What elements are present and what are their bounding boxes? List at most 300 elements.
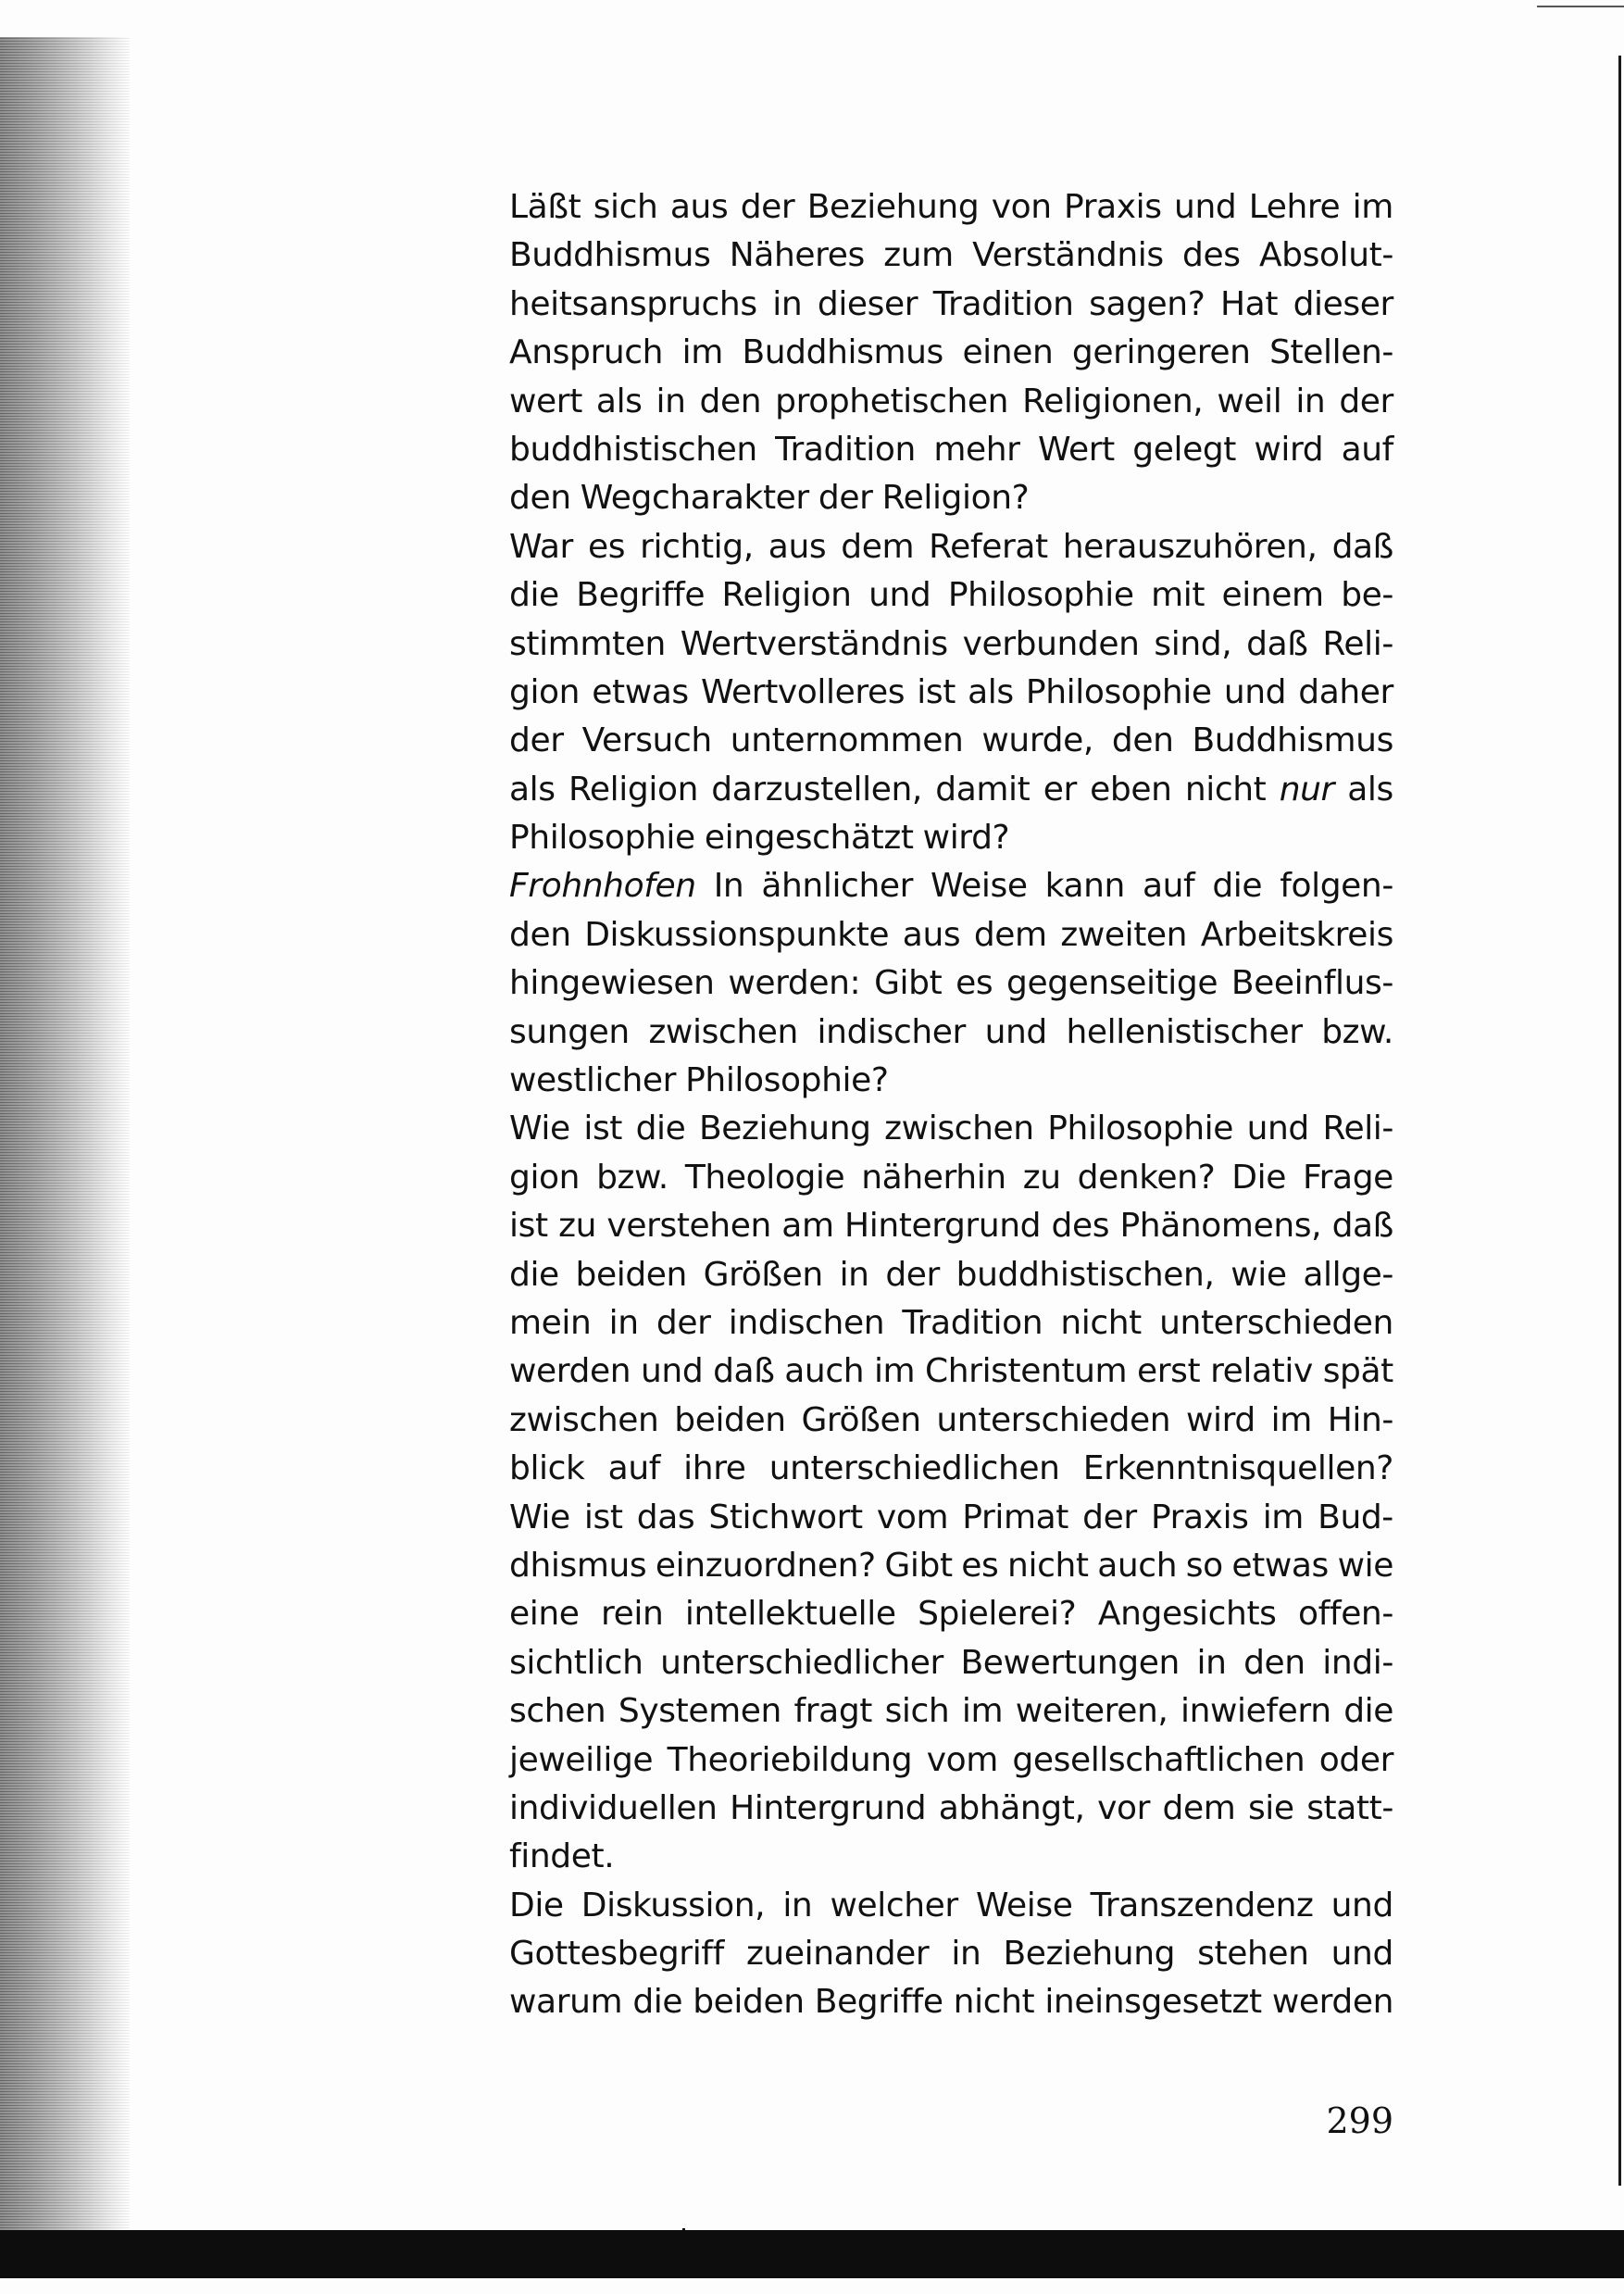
word: der: [509, 721, 564, 760]
word: wurde,: [981, 721, 1093, 760]
word: beiden: [674, 1400, 786, 1439]
word: zum: [883, 236, 954, 275]
word: Religionen,: [1022, 382, 1204, 420]
text-line: [509, 1590, 1393, 1638]
word: ähnlicher: [761, 867, 914, 906]
word: auf: [1142, 867, 1195, 906]
word: nicht: [1060, 1303, 1142, 1342]
word: schen: [509, 1692, 606, 1731]
word: als: [509, 770, 556, 809]
right-page-edge: [1618, 56, 1621, 2186]
word: Näheres: [729, 236, 865, 275]
word: richtig,: [640, 527, 754, 566]
word: spät: [1322, 1352, 1393, 1391]
word: relativ: [1210, 1352, 1313, 1391]
word: des: [1051, 1207, 1110, 1246]
word: Beziehung: [806, 188, 980, 226]
word: fragt: [793, 1692, 872, 1731]
text-line: [509, 911, 1393, 959]
word: und: [640, 1352, 704, 1391]
word: erst: [1137, 1352, 1201, 1391]
scan-bottom-band: [0, 2230, 1624, 2278]
word: in: [1196, 1643, 1227, 1682]
word: wie: [1337, 1546, 1393, 1585]
text-line: [509, 571, 1393, 620]
word: Absolut-: [1258, 236, 1393, 275]
word: buddhistischen,: [956, 1255, 1215, 1294]
word: daher: [1298, 672, 1393, 711]
word: Religion: [721, 576, 852, 615]
text-line: [509, 232, 1393, 280]
word: wird: [1186, 1400, 1255, 1439]
text-line: [509, 378, 1393, 426]
word: dem: [973, 915, 1047, 954]
word: geringeren: [1071, 333, 1251, 372]
word: auf: [607, 1449, 661, 1488]
word: kann: [1044, 867, 1125, 906]
word: buddhistischen: [509, 430, 757, 469]
word: den: [1243, 1643, 1305, 1682]
word: welcher: [830, 1886, 958, 1924]
word: Beziehung: [1003, 1935, 1176, 1974]
word: verbunden: [962, 624, 1140, 663]
word: Philosophie: [947, 576, 1134, 615]
word: Wie: [509, 1109, 570, 1148]
text-line: [509, 1105, 1393, 1153]
word: einzuordnen?: [655, 1546, 876, 1585]
text-line: [509, 814, 1393, 862]
word: individuellen: [509, 1788, 718, 1827]
word: ist: [583, 1498, 623, 1536]
text-line: [509, 1251, 1393, 1299]
text-line: [509, 474, 1393, 522]
word: herauszuhören,: [1062, 527, 1318, 566]
word: weil: [1217, 382, 1282, 420]
word: Tradition: [932, 284, 1074, 323]
word: Läßt: [509, 188, 581, 226]
word: Verständnis: [972, 236, 1164, 275]
word: dieser: [817, 284, 918, 323]
word: Gibt: [874, 964, 943, 1003]
text-line: [509, 523, 1393, 571]
word: Hin-: [1327, 1400, 1393, 1439]
word: Größen: [801, 1400, 921, 1439]
text-line: [509, 1494, 1393, 1542]
word: folgen-: [1280, 867, 1393, 906]
word: die: [632, 1983, 683, 2022]
text-line: [509, 329, 1393, 377]
word: damit: [935, 770, 1031, 809]
word: prophetischen: [775, 382, 1009, 420]
word: zweiten: [1060, 915, 1188, 954]
word: Diskussionspunkte: [584, 915, 890, 954]
word: offen-: [1298, 1595, 1393, 1634]
text-line: [509, 717, 1393, 765]
word: so: [1185, 1546, 1223, 1585]
word: Systemen: [618, 1692, 781, 1731]
word: abhängt,: [938, 1788, 1085, 1827]
word: und: [984, 1012, 1047, 1051]
word: Buddhismus: [742, 333, 943, 372]
text-line: [509, 1009, 1393, 1057]
word: im: [1270, 1400, 1312, 1439]
word: in: [951, 1935, 981, 1974]
word: beiden: [575, 1255, 687, 1294]
word: Philosophie?: [685, 1061, 889, 1100]
word: unterschieden: [936, 1400, 1171, 1439]
word: beiden: [693, 1983, 805, 2022]
word: als: [1347, 770, 1393, 809]
word: indischen: [728, 1303, 885, 1342]
word: heitsanspruchs: [509, 284, 757, 323]
word: gegenseitige: [1006, 964, 1218, 1003]
word: den: [509, 915, 571, 954]
body-text: [509, 183, 1393, 2027]
word: Angesichts: [1097, 1595, 1277, 1634]
text-line: [509, 281, 1393, 329]
word: zwischen: [509, 1400, 659, 1439]
word: jeweilige: [509, 1740, 654, 1779]
word: Arbeitskreis: [1200, 915, 1393, 954]
word: Theologie: [684, 1158, 845, 1197]
word: das: [636, 1498, 695, 1536]
binding-gutter-shadow: [0, 37, 130, 2241]
word: der: [1082, 1498, 1137, 1536]
word: der: [740, 188, 795, 226]
text-line: [509, 1687, 1393, 1736]
word: Praxis: [1150, 1498, 1249, 1536]
text-line: [509, 1978, 1393, 2026]
word: denken?: [1077, 1158, 1216, 1197]
text-line: [509, 1299, 1393, 1348]
word: Gibt: [884, 1546, 953, 1585]
word: ist: [509, 1207, 548, 1246]
word: wird?: [922, 819, 1010, 858]
word: werden: [509, 1352, 631, 1391]
word: Stichwort: [708, 1498, 863, 1536]
word: Beeinflus-: [1230, 964, 1393, 1003]
word: der: [1339, 382, 1393, 420]
word: sagen?: [1089, 284, 1206, 323]
word: als: [595, 382, 643, 420]
word: zwischen: [884, 1109, 1034, 1148]
word: vor: [1097, 1788, 1150, 1827]
word: wie: [1230, 1255, 1287, 1294]
word: Lehre: [1248, 188, 1341, 226]
word: eben: [1090, 770, 1172, 809]
word: Hintergrund: [844, 1207, 1042, 1246]
word: und: [868, 576, 931, 615]
word: und: [1174, 188, 1237, 226]
word: und: [1223, 672, 1287, 711]
word: mit: [1151, 576, 1206, 615]
word: weiteren,: [1015, 1692, 1168, 1731]
word: Stellen-: [1269, 333, 1393, 372]
word: etwas: [592, 672, 689, 711]
word: sie: [1247, 1788, 1294, 1827]
word: am: [781, 1207, 834, 1246]
word: mehr: [933, 430, 1020, 469]
word: einem: [1221, 576, 1324, 615]
word: werden:: [728, 964, 861, 1003]
word: Versuch: [581, 721, 712, 760]
word: sich: [884, 1692, 950, 1731]
word: in: [1295, 382, 1326, 420]
word: Philosophie: [509, 819, 695, 858]
word: Erkenntnisquellen?: [1082, 1449, 1393, 1488]
word: allge-: [1303, 1255, 1393, 1294]
text-line: [509, 1639, 1393, 1687]
word: dem: [1162, 1788, 1236, 1827]
word: dieser: [1293, 284, 1393, 323]
word: sich: [593, 188, 658, 226]
text-line: [509, 1882, 1393, 1930]
word: bzw.: [1321, 1012, 1393, 1051]
text-line: [509, 1397, 1393, 1445]
word: Weise: [975, 1886, 1073, 1924]
word: statt-: [1306, 1788, 1393, 1827]
word: Buddhismus: [1192, 721, 1393, 760]
word: Praxis: [1064, 188, 1162, 226]
text-line: [509, 1736, 1393, 1785]
word: intellektuelle: [684, 1595, 896, 1634]
word: und: [1246, 1109, 1309, 1148]
word: der: [885, 1255, 940, 1294]
word: Primat: [962, 1498, 1069, 1536]
word: den: [699, 382, 762, 420]
word: Größen: [703, 1255, 823, 1294]
word: westlicher: [509, 1061, 677, 1100]
text-line: [509, 669, 1393, 717]
word: der: [818, 479, 873, 518]
word: daß: [1331, 527, 1393, 566]
word: nicht: [1007, 1546, 1089, 1585]
page-number: 299: [1326, 2100, 1393, 2141]
word: dhismus: [509, 1546, 647, 1585]
word: dem: [841, 527, 915, 566]
word: im: [873, 1352, 916, 1391]
word: stehen: [1197, 1935, 1309, 1974]
word: im: [681, 333, 723, 372]
word: Wert: [1037, 430, 1115, 469]
word: etwas: [1231, 1546, 1329, 1585]
scan-bottom-tick: [682, 2228, 685, 2247]
word: wert: [509, 382, 582, 420]
word: im: [1352, 188, 1393, 226]
word: In: [713, 867, 744, 906]
word: sind,: [1154, 624, 1232, 663]
word: warum: [509, 1983, 623, 2022]
word: Anspruch: [509, 333, 664, 372]
word: als: [968, 672, 1014, 711]
word: indi-: [1322, 1643, 1393, 1682]
word: Wegcharakter: [580, 479, 809, 518]
word: in: [839, 1255, 869, 1294]
word: im: [1262, 1498, 1304, 1536]
word: und: [1330, 1886, 1393, 1924]
word: der: [656, 1303, 711, 1342]
word: zueinander: [745, 1935, 930, 1974]
word: vom: [926, 1740, 998, 1779]
word: Tradition: [902, 1303, 1043, 1342]
word: ineinsgesetzt: [1044, 1983, 1262, 2022]
word: im: [961, 1692, 1004, 1731]
word: die: [509, 576, 559, 615]
word: zu: [558, 1207, 597, 1246]
word: ihre: [683, 1449, 746, 1488]
text-line: [509, 1057, 1393, 1105]
word: die: [1343, 1692, 1393, 1731]
word: Christentum: [925, 1352, 1128, 1391]
word: Religion?: [881, 479, 1030, 518]
word: daß: [1331, 1207, 1393, 1246]
word: darzustellen,: [711, 770, 922, 809]
word: Begriffe: [576, 576, 706, 615]
text-line: [509, 862, 1393, 910]
word: unterschiedlichen: [768, 1449, 1060, 1488]
word: Weise: [931, 867, 1028, 906]
word: von: [991, 188, 1052, 226]
word: den: [1111, 721, 1174, 760]
word: Philosophie: [1047, 1109, 1233, 1148]
word: ist: [583, 1109, 623, 1148]
word: Reli-: [1322, 1109, 1393, 1148]
text-line: [509, 1154, 1393, 1202]
text-line: [509, 1445, 1393, 1493]
word: rein: [601, 1595, 664, 1634]
word: Wie: [509, 1498, 570, 1536]
word: nicht: [953, 1983, 1035, 2022]
word: in: [782, 1886, 813, 1924]
word: be-: [1341, 576, 1393, 615]
word: verstehen: [606, 1207, 771, 1246]
word: Wertvolleres: [700, 672, 906, 711]
word: Begriffe: [814, 1983, 943, 2022]
word: gelegt: [1132, 430, 1236, 469]
word: Philosophie: [1025, 672, 1212, 711]
word: Phänomens,: [1119, 1207, 1322, 1246]
text-line: [509, 183, 1393, 232]
word: blick: [509, 1449, 585, 1488]
word: Bud-: [1318, 1498, 1393, 1536]
top-edge-rule: [1537, 6, 1624, 7]
word: es: [961, 1546, 999, 1585]
word: aus: [768, 527, 827, 566]
word: Reli-: [1322, 624, 1393, 663]
word: zu: [1022, 1158, 1061, 1197]
word: Spielerei?: [918, 1595, 1077, 1634]
text-line: [509, 1785, 1393, 1833]
word: und: [1330, 1935, 1393, 1974]
word: er: [1043, 770, 1077, 809]
word: War: [509, 527, 573, 566]
word: Theoriebildung: [667, 1740, 913, 1779]
word: bzw.: [596, 1158, 668, 1197]
text-line: [509, 1542, 1393, 1590]
text-line: [509, 1348, 1393, 1396]
word: findet.: [509, 1837, 615, 1876]
word: den: [509, 479, 571, 518]
word: Religion: [568, 770, 698, 809]
word: Wertverständnis: [680, 624, 948, 663]
word: unterschiedlicher: [660, 1643, 943, 1682]
word: hellenistischer: [1066, 1012, 1303, 1051]
word: inwiefern: [1181, 1692, 1331, 1731]
word: in: [656, 382, 686, 420]
text-line: [509, 959, 1393, 1008]
word: Bewertungen: [960, 1643, 1180, 1682]
word: Gottesbegriff: [509, 1935, 724, 1974]
word: Hintergrund: [730, 1788, 927, 1827]
word: die: [509, 1255, 559, 1294]
word: Hat: [1220, 284, 1279, 323]
word: sichtlich: [509, 1643, 643, 1682]
word: eine: [509, 1595, 580, 1634]
text-line: [509, 621, 1393, 669]
word: mein: [509, 1303, 592, 1342]
word: daß: [713, 1352, 775, 1391]
word: unternommen: [730, 721, 964, 760]
word: daß: [1246, 624, 1308, 663]
word: es: [588, 527, 626, 566]
word: werden: [1271, 1983, 1393, 2022]
word: hingewiesen: [509, 964, 715, 1003]
text-line: [509, 1930, 1393, 1978]
word: Tradition: [775, 430, 916, 469]
word: gesellschaftlichen: [1012, 1740, 1305, 1779]
word: Referat: [929, 527, 1048, 566]
word: Diskussion,: [581, 1886, 766, 1924]
word: Buddhismus: [509, 236, 711, 275]
text-line: [509, 766, 1393, 814]
word: Transzendenz: [1090, 1886, 1314, 1924]
word: Beziehung: [699, 1109, 871, 1148]
word: aus: [902, 915, 961, 954]
word: auf: [1341, 430, 1393, 469]
word: Frohnhofen: [509, 867, 696, 906]
word: einen: [962, 333, 1054, 372]
word: die: [635, 1109, 686, 1148]
word: in: [608, 1303, 639, 1342]
word: des: [1182, 236, 1241, 275]
word: vom: [876, 1498, 949, 1536]
word: nur: [1279, 770, 1334, 809]
word: wird: [1254, 430, 1324, 469]
text-line: [509, 426, 1393, 474]
word: zwischen: [648, 1012, 798, 1051]
word: unterschieden: [1159, 1303, 1393, 1342]
word: die: [1212, 867, 1263, 906]
word: gion: [509, 672, 581, 711]
word: auch: [784, 1352, 865, 1391]
word: aus: [669, 188, 729, 226]
word: stimmten: [509, 624, 666, 663]
word: oder: [1318, 1740, 1393, 1779]
word: Die: [1231, 1158, 1286, 1197]
text-line: [509, 1202, 1393, 1250]
word: näherhin: [861, 1158, 1006, 1197]
word: Frage: [1302, 1158, 1393, 1197]
word: sungen: [509, 1012, 630, 1051]
word: in: [772, 284, 803, 323]
word: auch: [1097, 1546, 1178, 1585]
word: Die: [509, 1886, 564, 1924]
word: gion: [509, 1158, 581, 1197]
word: ist: [917, 672, 956, 711]
text-line: [509, 1833, 1393, 1881]
word: es: [956, 964, 993, 1003]
word: nicht: [1184, 770, 1267, 809]
